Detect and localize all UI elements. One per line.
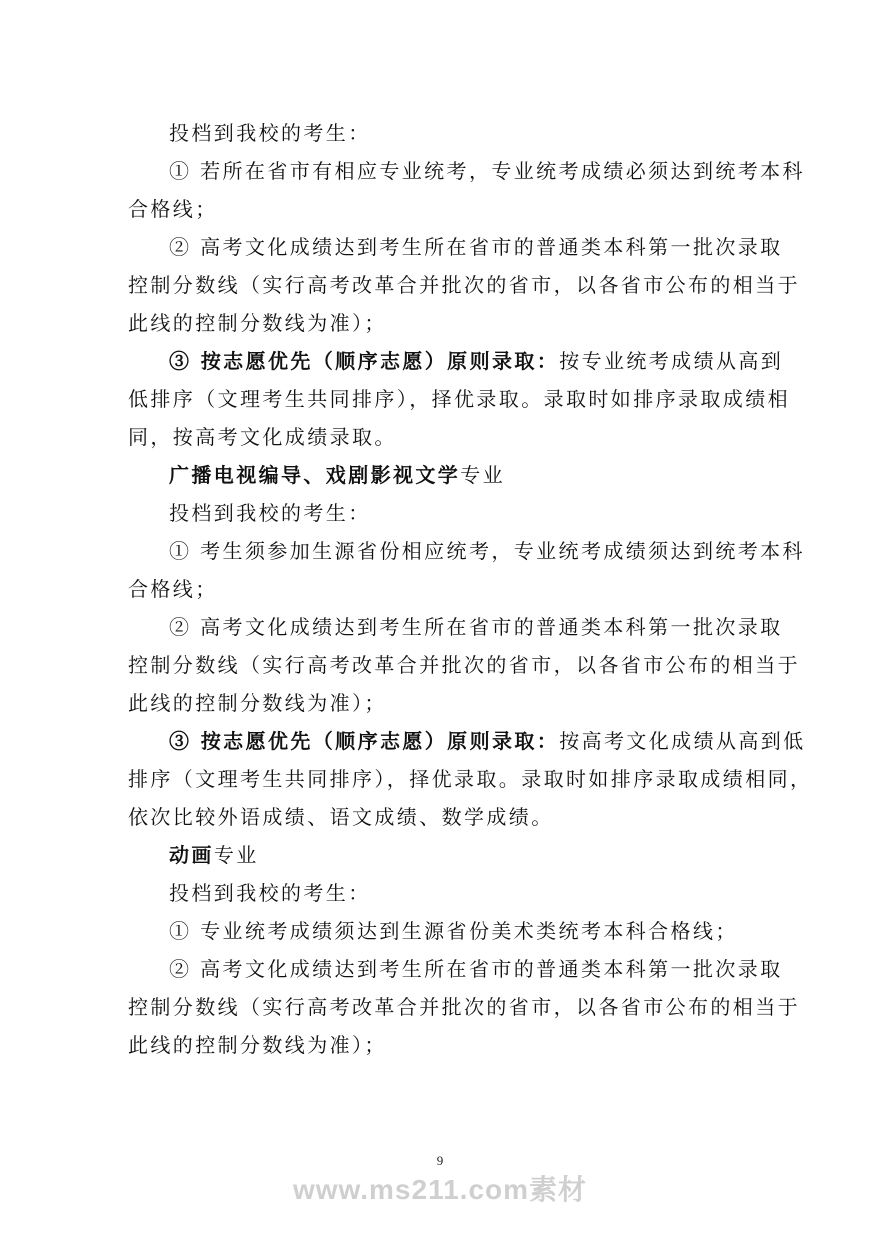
- text-line: 此线的控制分数线为准）；: [128, 311, 387, 335]
- text-line: 投档到我校的考生：: [169, 501, 371, 525]
- text-line: 投档到我校的考生：: [169, 881, 371, 905]
- text-line: ② 高考文化成绩达到考生所在省市的普通类本科第一批次录取: [169, 957, 783, 981]
- text-line: ① 若所在省市有相应专业统考，专业统考成绩必须达到统考本科: [169, 159, 805, 183]
- text-line: ③ 按志愿优先（顺序志愿）原则录取：按专业统考成绩从高到: [169, 349, 784, 373]
- text-line: 低排序（文理考生共同排序），择优录取。录取时如排序录取成绩相: [128, 387, 790, 411]
- section-heading: 动画专业: [169, 843, 259, 867]
- text-line: ② 高考文化成绩达到考生所在省市的普通类本科第一批次录取: [169, 235, 783, 259]
- text-line: ③ 按志愿优先（顺序志愿）原则录取：按高考文化成绩从高到低: [169, 729, 806, 753]
- text-line: ① 考生须参加生源省份相应统考，专业统考成绩须达到统考本科: [169, 539, 805, 563]
- watermark: www.ms211.com素材: [292, 1174, 588, 1205]
- rule-heading: ③ 按志愿优先（顺序志愿）原则录取：: [169, 349, 560, 373]
- text-line: 同，按高考文化成绩录取。: [128, 425, 397, 449]
- text-line: 投档到我校的考生：: [169, 121, 371, 145]
- text-line: 合格线；: [128, 197, 218, 221]
- text-line: 依次比较外语成绩、语文成绩、数学成绩。: [128, 805, 554, 829]
- text-line: 此线的控制分数线为准）；: [128, 691, 387, 715]
- section-title: 动画: [169, 843, 214, 867]
- text-line: 合格线；: [128, 577, 218, 601]
- page-number: 9: [436, 1153, 444, 1168]
- text-line: ① 专业统考成绩须达到生源省份美术类统考本科合格线；: [169, 919, 738, 943]
- text-line: 排序（文理考生共同排序），择优录取。录取时如排序录取成绩相同，: [128, 767, 813, 791]
- text-line: ② 高考文化成绩达到考生所在省市的普通类本科第一批次录取: [169, 615, 783, 639]
- section-heading: 广播电视编导、戏剧影视文学专业: [169, 463, 506, 487]
- text-line: 控制分数线（实行高考改革合并批次的省市，以各省市公布的相当于: [128, 653, 800, 677]
- text-line: 此线的控制分数线为准）；: [128, 1033, 387, 1057]
- section-title: 广播电视编导、戏剧影视文学: [169, 463, 461, 487]
- text-line: 控制分数线（实行高考改革合并批次的省市，以各省市公布的相当于: [128, 995, 800, 1019]
- text-line: 控制分数线（实行高考改革合并批次的省市，以各省市公布的相当于: [128, 273, 800, 297]
- rule-heading: ③ 按志愿优先（顺序志愿）原则录取：: [169, 729, 560, 753]
